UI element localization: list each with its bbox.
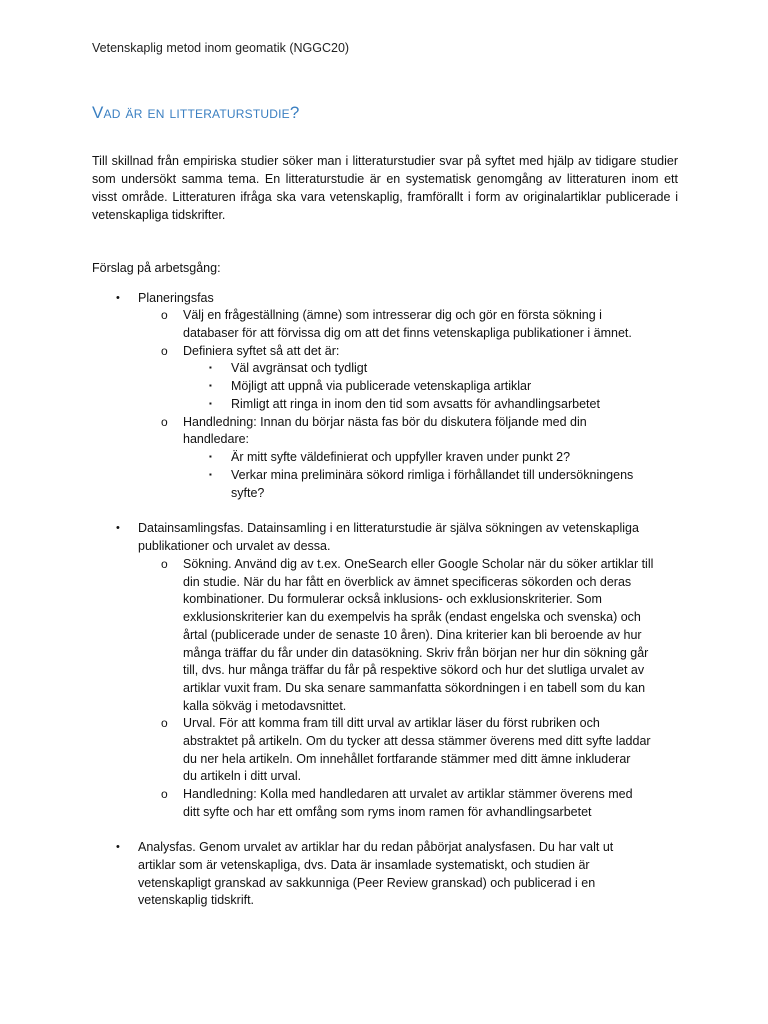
list-item: Analysfas. Genom urvalet av artiklar har du redan påbörjat analysfasen. Du har valt ut (138, 840, 614, 854)
bullet-level1: • (116, 292, 120, 304)
steps-label: Förslag på arbetsgång: (92, 261, 221, 275)
list-item-continued: din studie. När du har fått en överblick av ämnet specificeras sökorden och deras (183, 575, 632, 589)
bullet-level1: • (116, 522, 120, 534)
bullet-level2: o (161, 308, 168, 322)
list-item-continued: exklusionskriterier kan du exempelvis ha språk (endast engelska och svenska) och (183, 610, 641, 624)
list-item-continued: kalla sökväg i metodavsnittet. (183, 699, 347, 713)
list-item: Datainsamlingsfas. Datainsamling i en litteraturstudie är själva sökningen av vetenskapliga (138, 521, 639, 535)
list-item: Möjligt att uppnå via publicerade vetenskapliga artiklar (231, 379, 532, 393)
list-item: Verkar mina preliminära sökord rimliga i förhållandet till undersökningens (231, 468, 634, 482)
page-header: Vetenskaplig metod inom geomatik (NGGC20) (92, 41, 350, 55)
list-item: Definiera syftet så att det är: (183, 344, 340, 358)
list-item: Rimligt att ringa in inom den tid som avsatts för avhandlingsarbetet (231, 397, 600, 411)
bullet-level3: ▪ (209, 452, 212, 461)
list-item-continued: abstraktet på artikeln. Om du tycker att dessa stämmer överens med ditt syfte laddar (183, 734, 651, 748)
list-item-continued: vetenskapligt granskad av sakkunniga (Peer Review granskad) och publicerad i en (138, 876, 596, 890)
bullet-level3: ▪ (209, 363, 212, 372)
page-title: Vad är en litteraturstudie? (92, 103, 300, 122)
list-item: Väl avgränsat och tydligt (231, 361, 368, 375)
bullet-level3: ▪ (209, 381, 212, 390)
bullet-level3: ▪ (209, 399, 212, 408)
list-item: Välj en frågeställning (ämne) som intresserar dig och gör en första sökning i (183, 308, 602, 322)
list-item-continued: många träffar du får under din datasökning. Skriv från början ner hur din sökning går (183, 646, 649, 660)
list-item-continued: ditt syfte och har ett omfång som ryms inom ramen för avhandlingsarbetet (183, 805, 592, 819)
list-item: Urval. För att komma fram till ditt urval av artiklar läser du först rubriken och (183, 716, 600, 730)
bullet-level2: o (161, 557, 168, 571)
bullet-level2: o (161, 415, 168, 429)
list-item-continued: artiklar vuxit fram. Du ska senare sammanfatta sökordningen i en tabell som du kan (183, 681, 646, 695)
list-item-continued: syfte? (231, 486, 265, 500)
list-item-continued: kombinationer. Du formulerar också inklusions- och exklusionskriterier. Som (183, 592, 602, 606)
list-item-continued: årtal (publicerade under de senaste 10 åren). Dina kriterier kan bli beroende av hur (183, 628, 642, 642)
list-item: Planeringsfas (138, 291, 214, 305)
list-item-continued: publikationer och urvalet av dessa. (138, 539, 331, 553)
bullet-level3: ▪ (209, 470, 212, 479)
list-item-continued: till, dvs. hur många träffar du får på respektive sökord och hur det slutliga urvalet av (183, 663, 645, 677)
list-item-continued: databaser för att förvissa dig om att det finns vetenskapliga publikationer i ämnet. (183, 326, 632, 340)
bullet-level2: o (161, 787, 168, 801)
list-item: Handledning: Kolla med handledaren att urvalet av artiklar stämmer överens med (183, 787, 633, 801)
list-item: Är mitt syfte väldefinierat och uppfyller kraven under punkt 2? (231, 450, 571, 464)
bullet-level2: o (161, 344, 168, 358)
list-item-continued: du artikeln i ditt urval. (183, 769, 302, 783)
list-item-continued: du ner hela artikeln. Om innehållet fortfarande stämmer med ditt ämne inkluderar (183, 752, 631, 766)
list-item-continued: handledare: (183, 432, 250, 446)
list-item: Handledning: Innan du börjar nästa fas bör du diskutera följande med din (183, 415, 587, 429)
list-item: Sökning. Använd dig av t.ex. OneSearch eller Google Scholar när du söker artiklar till (183, 557, 654, 571)
intro-paragraph: Till skillnad från empiriska studier söker man i litteraturstudier svar på syftet med hjälp av tidigare studier som undersökt samma tema. En litteraturstudie är en systematisk genomgång av litteraturen inom ett visst område. Litteraturen ifråga ska vara vetenskaplig, framförallt i form av originalartiklar publicerade i vetenskapliga tidskrifter. (92, 154, 678, 222)
bullet-level2: o (161, 716, 168, 730)
list-item-continued: vetenskaplig tidskrift. (138, 893, 255, 907)
list-item-continued: artiklar som är vetenskapliga, dvs. Data är insamlade systematiskt, och studien är (138, 858, 590, 872)
bullet-level1: • (116, 841, 120, 853)
